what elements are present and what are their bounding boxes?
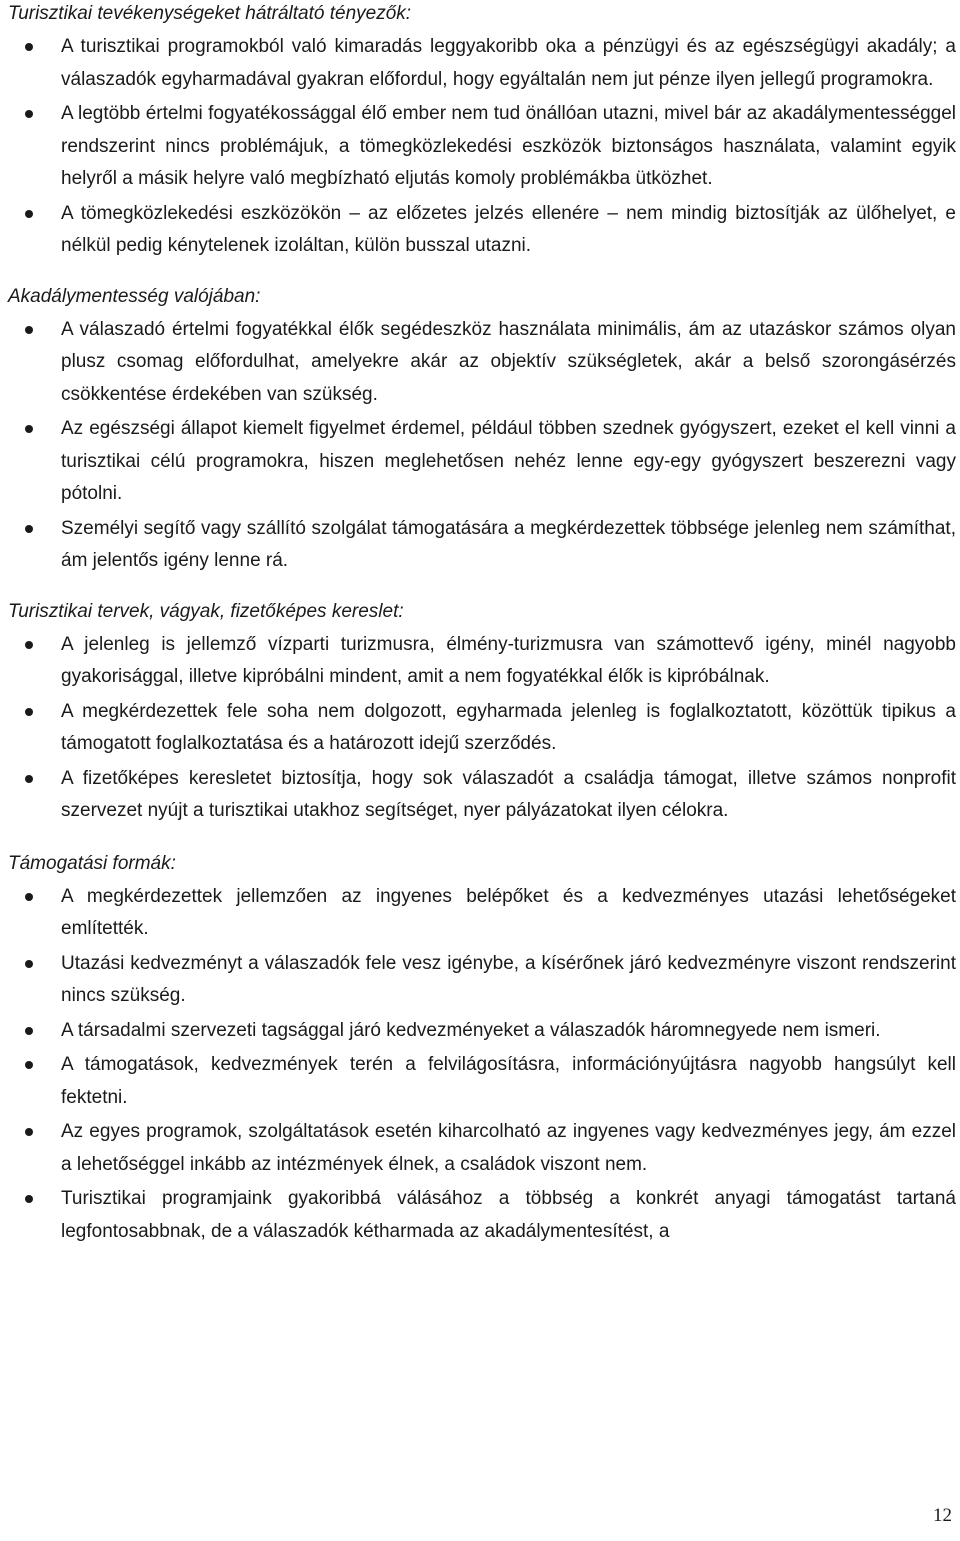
section-heading: Turisztikai tervek, vágyak, fizetőképes kereslet: bbox=[8, 600, 404, 622]
section-accessibility bbox=[8, 285, 956, 578]
bullet-icon bbox=[25, 210, 33, 218]
list-item bbox=[8, 1116, 956, 1181]
bullet-icon bbox=[25, 893, 33, 901]
list-item bbox=[8, 413, 956, 511]
section-hindering-factors bbox=[8, 2, 956, 263]
bullet-list bbox=[8, 31, 956, 263]
section-heading: Támogatási formák: bbox=[8, 852, 176, 874]
list-item-text: A legtöbb értelmi fogyatékossággal élő ember nem tud önállóan utazni, mivel bár az akadálymentességgel rendszerint nincs problémájuk, a tömegközlekedési eszközök biztonságos használata, valamint egyik helyről a másik helyre való megbízható eljutás komoly problémákba ütközhet. bbox=[61, 103, 956, 189]
section-support-forms bbox=[8, 852, 956, 1249]
list-item-text: Turisztikai programjaink gyakoribbá válásához a többség a konkrét anyagi támogatást tartaná legfontosabbnak, de a válaszadók kétharmada az akadálymentesítést, a bbox=[61, 1188, 956, 1242]
bullet-icon bbox=[25, 425, 33, 433]
section-spacer bbox=[8, 580, 956, 600]
list-item bbox=[8, 1015, 956, 1048]
list-item-text: Utazási kedvezményt a válaszadók fele vesz igénybe, a kísérőnek járó kedvezményre viszont rendszerint nincs szükség. bbox=[61, 952, 956, 1006]
list-item-text: A támogatások, kedvezmények terén a felvilágosításra, információnyújtásra nagyobb hangsúlyt kell fektetni. bbox=[61, 1054, 956, 1108]
list-item bbox=[8, 696, 956, 761]
bullet-list bbox=[8, 629, 956, 828]
bullet-list bbox=[8, 881, 956, 1249]
list-item bbox=[8, 198, 956, 263]
bullet-icon bbox=[25, 1128, 33, 1136]
list-item-text: Személyi segítő vagy szállító szolgálat támogatására a megkérdezettek többsége jelenleg nem számíthat, ám jelentős igény lenne rá. bbox=[61, 517, 956, 571]
list-item bbox=[8, 1183, 956, 1248]
bullet-icon bbox=[25, 708, 33, 716]
list-item bbox=[8, 629, 956, 694]
bullet-icon bbox=[25, 43, 33, 51]
list-item-text: A válaszadó értelmi fogyatékkal élők segédeszköz használata minimális, ám az utazáskor számos olyan plusz csomag előfordulhat, amelyekre akár az objektív szükségletek, akár a belső szorongásérzés csökkentése érdekében van szükség. bbox=[61, 318, 956, 405]
bullet-icon bbox=[25, 960, 33, 968]
list-item-text: A megkérdezettek fele soha nem dolgozott, egyharmada jelenleg is foglalkoztatott, közöttük tipikus a támogatott foglalkoztatása és a határozott idejű szerződés. bbox=[61, 700, 956, 754]
section-tourism-plans bbox=[8, 600, 956, 828]
list-item-text: A turisztikai programokból való kimaradás leggyakoribb oka a pénzügyi és az egészségügyi akadály; a válaszadók egyharmadával gyakran előfordul, hogy egyáltalán nem jut pénze ilyen jellegű programokra. bbox=[61, 36, 956, 90]
bullet-icon bbox=[25, 775, 33, 783]
list-item bbox=[8, 314, 956, 412]
list-item-text: A jelenleg is jellemző vízparti turizmusra, élmény-turizmusra van számottevő igény, minél nagyobb gyakorisággal, illetve kipróbálni mindent, amit a nem fogyatékkal élők is kipróbálnak. bbox=[61, 633, 956, 687]
list-item bbox=[8, 513, 956, 578]
list-item-text: A fizetőképes keresletet biztosítja, hogy sok válaszadót a családja támogat, illetve számos nonprofit szervezet nyújt a turisztikai utakhoz segítséget, nyer pályázatokat ilyen célokra. bbox=[61, 767, 956, 821]
section-spacer bbox=[8, 265, 956, 285]
bullet-icon bbox=[25, 641, 33, 649]
list-item bbox=[8, 948, 956, 1013]
bullet-icon bbox=[25, 326, 33, 334]
list-item bbox=[8, 881, 956, 946]
list-item-text: A társadalmi szervezeti tagsággal járó kedvezményeket a válaszadók háromnegyede nem ismeri. bbox=[61, 1019, 881, 1041]
document-page bbox=[8, 0, 956, 1250]
list-item-text: A megkérdezettek jellemzően az ingyenes belépőket és a kedvezményes utazási lehetőségeket említették. bbox=[61, 885, 956, 939]
list-item-text: Az egészségi állapot kiemelt figyelmet érdemel, például többen szednek gyógyszert, ezeket el kell vinni a turisztikai célú programokra, hiszen meglehetősen nehéz lenne egy-egy gyógyszert beszerezni vagy pótolni. bbox=[61, 418, 956, 504]
bullet-icon bbox=[25, 525, 33, 533]
section-heading: Turisztikai tevékenységeket hátráltató tényezők: bbox=[8, 3, 412, 24]
list-item bbox=[8, 31, 956, 96]
list-item-text: A tömegközlekedési eszközökön – az előzetes jelzés ellenére – nem mindig biztosítják az ülőhelyet, e nélkül pedig kénytelenek izoláltan, külön busszal utazni. bbox=[61, 202, 956, 256]
bullet-icon bbox=[25, 1027, 33, 1035]
section-spacer bbox=[8, 830, 956, 852]
page-number: 12 bbox=[933, 1505, 952, 1526]
section-heading: Akadálymentesség valójában: bbox=[8, 285, 261, 307]
list-item-text: Az egyes programok, szolgáltatások esetén kiharcolható az ingyenes vagy kedvezményes jegy, ám ezzel a lehetőséggel inkább az intézmények élnek, a családok viszont nem. bbox=[61, 1121, 956, 1175]
list-item bbox=[8, 98, 956, 196]
list-item bbox=[8, 763, 956, 828]
bullet-icon bbox=[25, 1061, 33, 1069]
bullet-icon bbox=[25, 1195, 33, 1203]
bullet-list bbox=[8, 314, 956, 578]
bullet-icon bbox=[25, 110, 33, 118]
list-item bbox=[8, 1049, 956, 1114]
